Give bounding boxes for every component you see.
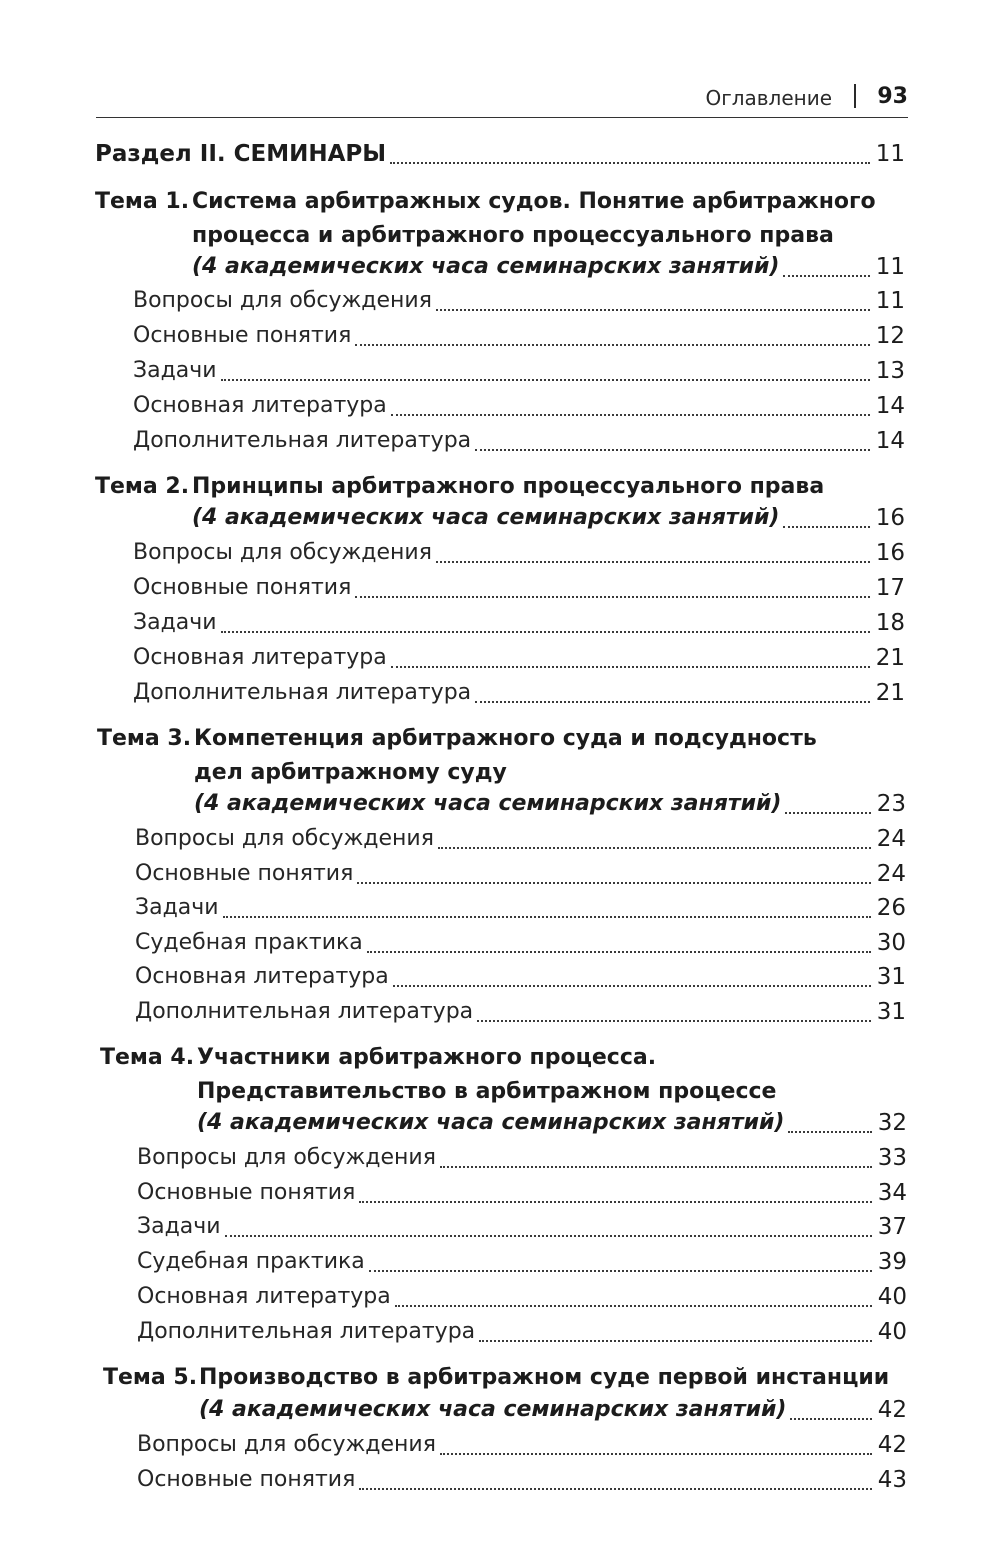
toc-entry-page: 21	[875, 645, 905, 671]
dot-leader	[367, 948, 871, 953]
toc-entry[interactable]	[133, 536, 905, 570]
toc-entry-label: Дополнительная литература	[133, 680, 472, 705]
topic-hours-page: 23	[876, 791, 906, 817]
dot-leader	[440, 1163, 872, 1168]
dot-leader	[223, 913, 871, 918]
toc-entry-label: Вопросы для обсуждения	[135, 826, 434, 851]
section-heading-page: 11	[875, 141, 905, 167]
dot-leader	[369, 1267, 872, 1272]
toc-entry-label: Вопросы для обсуждения	[133, 540, 432, 565]
running-header	[96, 84, 908, 118]
topic-hours[interactable]	[199, 1393, 907, 1427]
dot-leader	[440, 1450, 872, 1455]
toc-entry[interactable]	[133, 389, 905, 423]
toc-entry-page: 11	[875, 288, 905, 314]
toc-entry[interactable]	[135, 891, 906, 925]
toc-entry-label: Дополнительная литература	[135, 999, 474, 1024]
dot-leader	[785, 809, 871, 814]
dot-leader	[438, 844, 871, 849]
toc-entry-page: 40	[877, 1284, 907, 1310]
dot-leader	[479, 1337, 872, 1342]
toc-entry-page: 17	[875, 575, 905, 601]
dot-leader	[477, 1017, 871, 1022]
toc-entry-page: 12	[875, 323, 905, 349]
toc-entry-page: 42	[877, 1432, 907, 1458]
dot-leader	[225, 1232, 872, 1237]
topic-title-line: Принципы арбитражного процессуального права	[192, 474, 825, 499]
toc-entry[interactable]	[137, 1463, 907, 1497]
toc-entry-page: 18	[875, 610, 905, 636]
toc-entry-label: Основные понятия	[133, 323, 352, 348]
toc-entry-label: Основные понятия	[133, 575, 352, 600]
toc-entry-label: Задачи	[133, 358, 217, 383]
toc-entry-page: 39	[877, 1249, 907, 1275]
dot-leader	[436, 558, 870, 563]
toc-entry[interactable]	[137, 1210, 907, 1244]
toc-entry-label: Судебная практика	[135, 930, 363, 955]
topic-title-line: Представительство в арбитражном процессе	[197, 1079, 777, 1104]
topic-number: Тема 2.	[95, 474, 190, 499]
toc-entry-page: 26	[876, 895, 906, 921]
topic-hours-label: (4 академических часа семинарских занятий)	[197, 1110, 785, 1135]
toc-entry[interactable]	[135, 960, 906, 994]
toc-entry[interactable]	[135, 822, 906, 856]
dot-leader	[391, 663, 870, 668]
topic-title-line: процесса и арбитражного процессуального права	[192, 223, 834, 248]
topic-hours[interactable]	[194, 787, 906, 821]
toc-entry-label: Основная литература	[133, 393, 387, 418]
toc-entry[interactable]	[133, 354, 905, 388]
topic-number: Тема 1.	[95, 189, 190, 214]
dot-leader	[783, 523, 870, 528]
dot-leader	[790, 1415, 872, 1420]
toc-entry-label: Вопросы для обсуждения	[137, 1145, 436, 1170]
topic-hours-page: 32	[877, 1110, 907, 1136]
toc-entry-page: 30	[876, 930, 906, 956]
toc-entry[interactable]	[137, 1280, 907, 1314]
toc-entry[interactable]	[133, 571, 905, 605]
topic-hours-label: (4 академических часа семинарских занятий)	[199, 1397, 787, 1422]
topic-hours[interactable]	[197, 1106, 907, 1140]
dot-leader	[359, 1485, 872, 1490]
topic-number: Тема 4.	[100, 1045, 195, 1070]
toc-entry-page: 40	[877, 1319, 907, 1345]
dot-leader	[221, 376, 870, 381]
dot-leader	[395, 1302, 872, 1307]
topic-title-line: Компетенция арбитражного суда и подсудность	[194, 726, 817, 751]
header-page-number: 93	[877, 84, 908, 109]
toc-entry-label: Основная литература	[133, 645, 387, 670]
topic-title-line: Система арбитражных судов. Понятие арбитражного	[192, 189, 876, 214]
toc-entry[interactable]	[135, 926, 906, 960]
toc-entry-page: 31	[876, 964, 906, 990]
toc-entry-label: Дополнительная литература	[133, 428, 472, 453]
toc-entry-page: 37	[877, 1214, 907, 1240]
topic-title-line: Производство в арбитражном суде первой инстанции	[199, 1365, 890, 1390]
header-rule	[96, 117, 908, 118]
section-heading[interactable]	[95, 137, 905, 171]
section-heading-label: Раздел II. СЕМИНАРЫ	[95, 141, 387, 167]
toc-entry-label: Судебная практика	[137, 1249, 365, 1274]
header-divider	[854, 84, 856, 108]
dot-leader	[355, 341, 870, 346]
toc-entry-label: Основные понятия	[135, 861, 354, 886]
toc-entry-page: 14	[875, 428, 905, 454]
dot-leader	[359, 1198, 872, 1203]
dot-leader	[436, 306, 870, 311]
dot-leader	[475, 698, 870, 703]
toc-entry-page: 24	[876, 861, 906, 887]
toc-entry[interactable]	[137, 1141, 907, 1175]
dot-leader	[475, 446, 870, 451]
topic-hours[interactable]	[192, 501, 905, 535]
dot-leader	[221, 628, 870, 633]
toc-entry-label: Вопросы для обсуждения	[133, 288, 432, 313]
toc-entry[interactable]	[133, 606, 905, 640]
toc-entry-label: Дополнительная литература	[137, 1319, 476, 1344]
toc-entry-label: Основная литература	[135, 964, 389, 989]
topic-number: Тема 3.	[97, 726, 192, 751]
toc-entry-label: Основные понятия	[137, 1467, 356, 1492]
dot-leader	[357, 879, 871, 884]
dot-leader	[393, 982, 871, 987]
topic-title-line: дел арбитражному суду	[194, 760, 507, 785]
header-title: Оглавление	[705, 86, 832, 110]
toc-entry-label: Задачи	[137, 1214, 221, 1239]
toc-entry-page: 13	[875, 358, 905, 384]
topic-hours-label: (4 академических часа семинарских занятий)	[194, 791, 782, 816]
topic-hours-page: 11	[875, 254, 905, 280]
dot-leader	[390, 159, 870, 164]
topic-hours-label: (4 академических часа семинарских занятий)	[192, 505, 780, 530]
dot-leader	[783, 272, 870, 277]
toc-entry-label: Задачи	[135, 895, 219, 920]
topic-hours[interactable]	[192, 250, 905, 284]
toc-entry-label: Основная литература	[137, 1284, 391, 1309]
toc-entry-page: 31	[876, 999, 906, 1025]
toc-entry[interactable]	[135, 995, 906, 1029]
toc-entry-label: Вопросы для обсуждения	[137, 1432, 436, 1457]
toc-entry[interactable]	[133, 319, 905, 353]
toc-entry[interactable]	[133, 676, 905, 710]
toc-entry-page: 33	[877, 1145, 907, 1171]
toc-entry-page: 16	[875, 540, 905, 566]
topic-title-line: Участники арбитражного процесса.	[197, 1045, 657, 1070]
toc-entry[interactable]	[133, 641, 905, 675]
toc-entry[interactable]	[137, 1176, 907, 1210]
toc-entry-page: 14	[875, 393, 905, 419]
toc-entry[interactable]	[137, 1428, 907, 1462]
topic-hours-page: 42	[877, 1397, 907, 1423]
toc-entry-page: 24	[876, 826, 906, 852]
dot-leader	[788, 1128, 872, 1133]
topic-hours-label: (4 академических часа семинарских занятий)	[192, 254, 780, 279]
toc-entry[interactable]	[135, 857, 906, 891]
toc-entry-page: 43	[877, 1467, 907, 1493]
toc-entry[interactable]	[133, 424, 905, 458]
toc-entry[interactable]	[137, 1315, 907, 1349]
toc-entry-page: 34	[877, 1180, 907, 1206]
dot-leader	[391, 411, 870, 416]
toc-entry-label: Задачи	[133, 610, 217, 635]
toc-entry-label: Основные понятия	[137, 1180, 356, 1205]
topic-hours-page: 16	[875, 505, 905, 531]
topic-number: Тема 5.	[103, 1365, 198, 1390]
toc-entry[interactable]	[133, 284, 905, 318]
toc-entry-page: 21	[875, 680, 905, 706]
dot-leader	[355, 593, 870, 598]
toc-entry[interactable]	[137, 1245, 907, 1279]
